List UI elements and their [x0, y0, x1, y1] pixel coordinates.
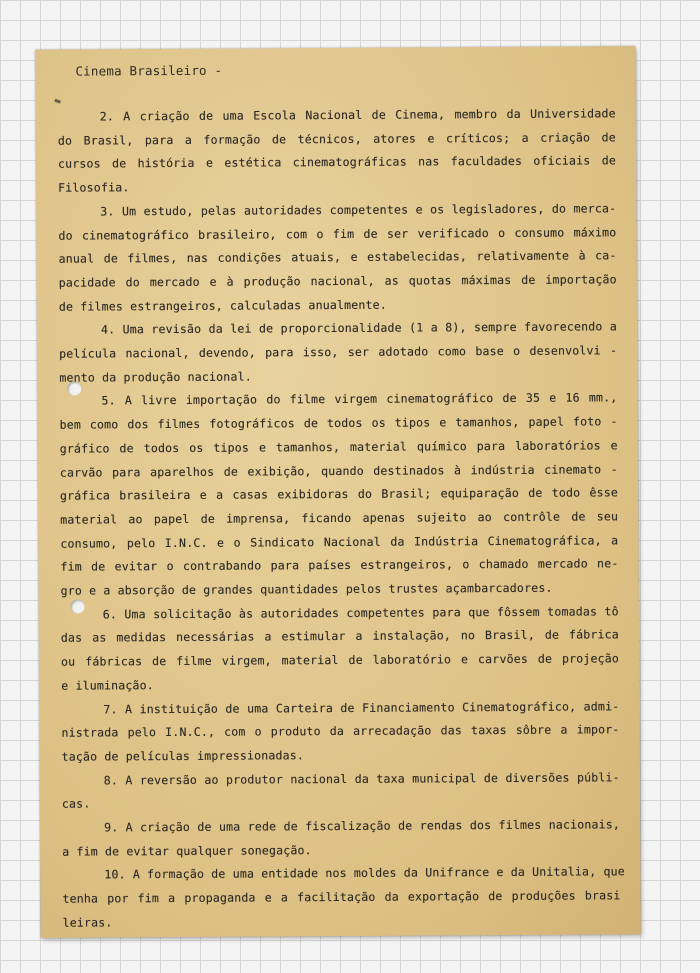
- text-line: pacidade do mercado e à produção nacional, as quotas máximas de importação: [58, 272, 617, 290]
- ink-mark: [54, 99, 61, 104]
- text-line: leiras.: [62, 915, 113, 930]
- text-line: mento da produção nacional.: [59, 369, 252, 385]
- text-line: cursos de história e estética cinematográficas nas faculdades oficiais de: [57, 153, 617, 172]
- punch-hole: [71, 600, 85, 614]
- text-line: do cinematográfico brasileiro, com o fim de ser verificado o consumo máximo: [58, 224, 617, 243]
- typed-document-page: [35, 46, 640, 938]
- text-line: 8. A reversão ao produtor nacional da taxa municipal de diversões públi-: [103, 769, 620, 788]
- text-line: 7. A instituição de uma Carteira de Financiamento Cinematográfico, admi-: [103, 698, 620, 716]
- text-line: 6. Uma solicitação às autoridades competentes para que fôssem tomadas tô: [102, 603, 619, 622]
- text-line: material ao papel de imprensa, ficando apenas sujeito ao contrôle de seu: [60, 509, 619, 527]
- text-line: nistrada pelo I.N.C., com o produto da arrecadação das taxas sôbre a impor-: [61, 722, 620, 740]
- text-line: 5. A livre importação do filme virgem cinematográfico de 35 e 16 mm.,: [101, 390, 618, 408]
- text-line: tação de películas impressionadas.: [61, 748, 305, 764]
- text-line: das as medidas necessárias a estimular a instalação, no Brasil, de fábrica: [60, 627, 619, 646]
- text-line: 4. Uma revisão da lei de proporcionalidade (1 a 8), sempre favorecendo a: [100, 319, 618, 337]
- text-line: película nacional, devendo, para isso, ser adotado como base o desenvolvi -: [59, 343, 618, 361]
- text-line: 9. A criação de uma rede de fiscalização de rendas dos filmes nacionais,: [104, 817, 621, 835]
- text-line: tenha por fim a propaganda e a facilitação da exportação de produções brasi: [62, 888, 621, 906]
- text-line: gráfica brasileira e a casas exibidoras do Brasil; equiparação de todo êsse: [59, 485, 619, 503]
- text-line: fim de evitar o contrabando para países estrangeiros, o chamado mercado ne-: [60, 556, 619, 574]
- text-line: 3. Um estudo, pelas autoridades competentes e os legisladores, do merca-: [100, 201, 617, 219]
- text-line: Filosofia.: [58, 180, 130, 195]
- document-title: Cinema Brasileiro -: [75, 62, 223, 79]
- text-line: gráfico de todos os tipos e tamanhos, material químico para laboratórios e: [59, 438, 618, 456]
- text-line: bem como dos filmes fotográficos de todos os tipos e tamanhos, papel foto -: [59, 414, 618, 432]
- text-line: anual de filmes, nas condições atuais, e estabelecidas, relativamente à ca-: [58, 248, 617, 266]
- text-line: consumo, pelo I.N.C. e o Sindicato Nacional da Indústria Cinematográfica, a: [60, 532, 619, 551]
- text-line: de filmes estrangeiros, calculadas anualmente.: [58, 297, 387, 314]
- text-line: ou fábricas de filme virgem, material de laboratório e carvões de projeção: [60, 651, 620, 669]
- text-line: cas.: [61, 796, 91, 811]
- text-line: e iluminação.: [61, 677, 154, 693]
- text-line: a fim de evitar qualquer sonegação.: [62, 842, 312, 859]
- text-line: do Brasil, para a formação de técnicos, atores e críticos; a criação de: [57, 129, 616, 148]
- text-line: gro e a absorção de grandes quantidades pelos trustes açambarcadores.: [60, 580, 553, 598]
- text-line: 2. A criação de uma Escola Nacional de Cinema, membro da Universidade: [99, 106, 616, 124]
- text-line: carvão para aparelhos de exibição, quando destinados à indústria cinemato -: [59, 461, 618, 480]
- text-line: 10. A formação de uma entidade nos moldes da Unifrance e da Unitalia, que: [104, 864, 625, 882]
